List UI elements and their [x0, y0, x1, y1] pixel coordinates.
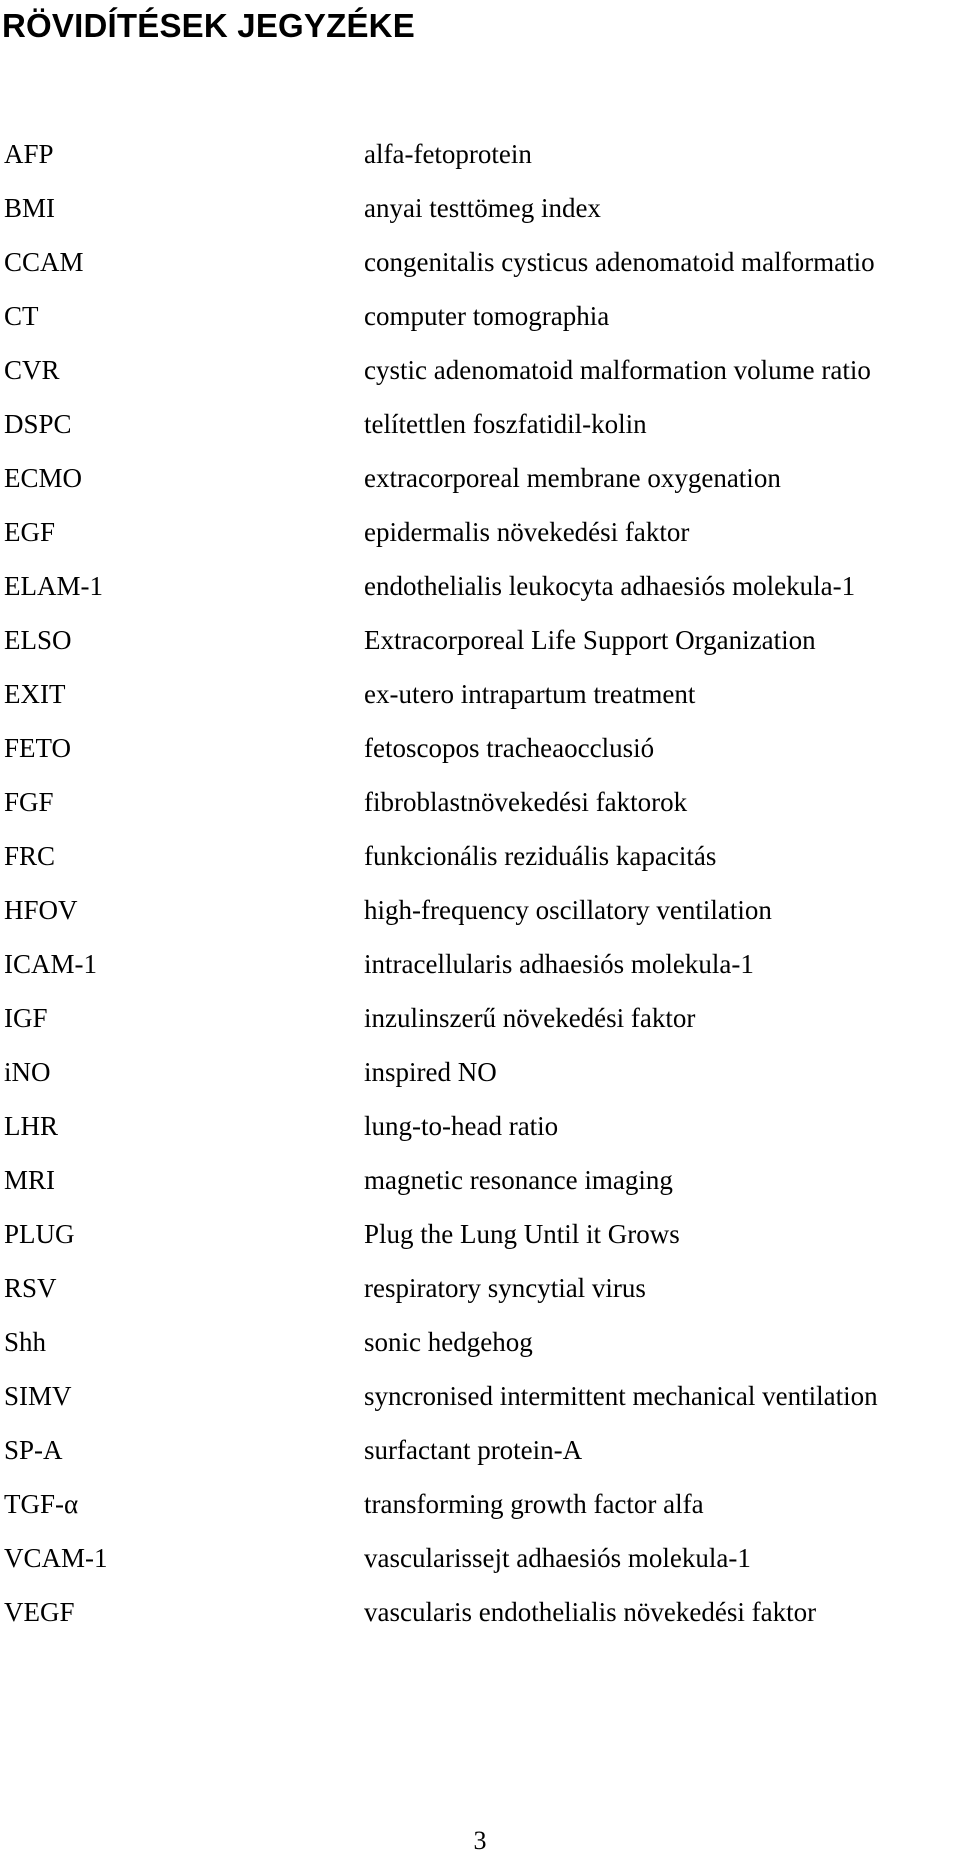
abbreviation-term: SP-A	[4, 1435, 63, 1465]
abbreviation-row	[0, 516, 960, 570]
page-title: RÖVIDÍTÉSEK JEGYZÉKE	[2, 7, 415, 44]
page-number: 3	[473, 1826, 487, 1855]
abbreviation-row	[0, 138, 960, 192]
abbreviation-definition: fetoscopos tracheaocclusió	[364, 733, 655, 763]
abbreviation-row	[0, 894, 960, 948]
abbreviation-term: Shh	[4, 1327, 47, 1357]
abbreviation-term: FGF	[4, 787, 54, 817]
abbreviation-list	[0, 138, 960, 1650]
abbreviation-term: SIMV	[4, 1381, 72, 1411]
abbreviation-row	[0, 570, 960, 624]
abbreviation-definition: high-frequency oscillatory ventilation	[364, 895, 772, 925]
abbreviation-definition: telítettlen foszfatidil-kolin	[364, 409, 647, 439]
abbreviation-row	[0, 1002, 960, 1056]
abbreviation-row	[0, 678, 960, 732]
abbreviation-row	[0, 192, 960, 246]
abbreviation-definition: endothelialis leukocyta adhaesiós molekula-1	[364, 571, 856, 601]
abbreviation-term: ELAM-1	[4, 571, 103, 601]
abbreviation-term: IGF	[4, 1003, 48, 1033]
abbreviation-term: ECMO	[4, 463, 83, 493]
abbreviation-row	[0, 840, 960, 894]
abbreviation-row	[0, 1380, 960, 1434]
abbreviation-row	[0, 948, 960, 1002]
abbreviation-row	[0, 732, 960, 786]
abbreviation-term: RSV	[4, 1273, 57, 1303]
abbreviation-definition: anyai testtömeg index	[364, 193, 601, 223]
abbreviation-term: iNO	[4, 1057, 51, 1087]
abbreviation-definition: extracorporeal membrane oxygenation	[364, 463, 781, 493]
abbreviation-row	[0, 246, 960, 300]
abbreviation-term: ICAM-1	[4, 949, 97, 979]
abbreviation-definition: epidermalis növekedési faktor	[364, 517, 690, 547]
abbreviation-definition: transforming growth factor alfa	[364, 1489, 704, 1519]
abbreviation-term: BMI	[4, 193, 56, 223]
abbreviation-definition: computer tomographia	[364, 301, 610, 331]
abbreviation-row	[0, 300, 960, 354]
abbreviation-row	[0, 1326, 960, 1380]
abbreviation-definition: Extracorporeal Life Support Organization	[364, 625, 816, 655]
abbreviation-definition: sonic hedgehog	[364, 1327, 533, 1357]
abbreviation-term: CCAM	[4, 247, 84, 277]
abbreviation-row	[0, 1596, 960, 1650]
abbreviation-row	[0, 1272, 960, 1326]
abbreviation-definition: lung-to-head ratio	[364, 1111, 559, 1141]
abbreviation-term: FRC	[4, 841, 56, 871]
abbreviation-definition: fibroblastnövekedési faktorok	[364, 787, 688, 817]
abbreviation-term: CVR	[4, 355, 60, 385]
abbreviation-term: TGF-α	[4, 1489, 79, 1519]
abbreviation-row	[0, 624, 960, 678]
abbreviation-definition: inzulinszerű növekedési faktor	[364, 1003, 696, 1033]
abbreviation-definition: congenitalis cysticus adenomatoid malformatio	[364, 247, 875, 277]
abbreviation-row	[0, 1434, 960, 1488]
abbreviation-term: PLUG	[4, 1219, 75, 1249]
abbreviation-row	[0, 786, 960, 840]
abbreviation-term: CT	[4, 301, 39, 331]
abbreviation-row	[0, 1542, 960, 1596]
abbreviation-term: HFOV	[4, 895, 78, 925]
abbreviation-definition: inspired NO	[364, 1057, 497, 1087]
abbreviation-definition: vascularissejt adhaesiós molekula-1	[364, 1543, 751, 1573]
abbreviation-term: FETO	[4, 733, 72, 763]
abbreviation-definition: intracellularis adhaesiós molekula-1	[364, 949, 754, 979]
abbreviation-term: VCAM-1	[4, 1543, 108, 1573]
abbreviation-definition: Plug the Lung Until it Grows	[364, 1219, 680, 1249]
abbreviation-row	[0, 1056, 960, 1110]
abbreviation-row	[0, 408, 960, 462]
abbreviation-row	[0, 1488, 960, 1542]
abbreviation-definition: respiratory syncytial virus	[364, 1273, 646, 1303]
abbreviation-definition: cystic adenomatoid malformation volume ratio	[364, 355, 871, 385]
abbreviation-row	[0, 1164, 960, 1218]
abbreviation-definition: magnetic resonance imaging	[364, 1165, 673, 1195]
abbreviation-row	[0, 462, 960, 516]
abbreviation-definition: vascularis endothelialis növekedési faktor	[364, 1597, 817, 1627]
abbreviation-term: ELSO	[4, 625, 72, 655]
abbreviation-term: AFP	[4, 139, 54, 169]
abbreviation-term: LHR	[4, 1111, 58, 1141]
abbreviation-term: EGF	[4, 517, 56, 547]
abbreviation-definition: alfa-fetoprotein	[364, 139, 532, 169]
abbreviation-definition: surfactant protein-A	[364, 1435, 583, 1465]
abbreviation-term: DSPC	[4, 409, 72, 439]
abbreviation-row	[0, 1218, 960, 1272]
abbreviation-definition: ex-utero intrapartum treatment	[364, 679, 696, 709]
abbreviation-term: VEGF	[4, 1597, 75, 1627]
abbreviation-term: EXIT	[4, 679, 66, 709]
abbreviation-row	[0, 1110, 960, 1164]
abbreviation-row	[0, 354, 960, 408]
abbreviation-definition: funkcionális reziduális kapacitás	[364, 841, 717, 871]
abbreviation-definition: syncronised intermittent mechanical ventilation	[364, 1381, 878, 1411]
abbreviation-term: MRI	[4, 1165, 56, 1195]
